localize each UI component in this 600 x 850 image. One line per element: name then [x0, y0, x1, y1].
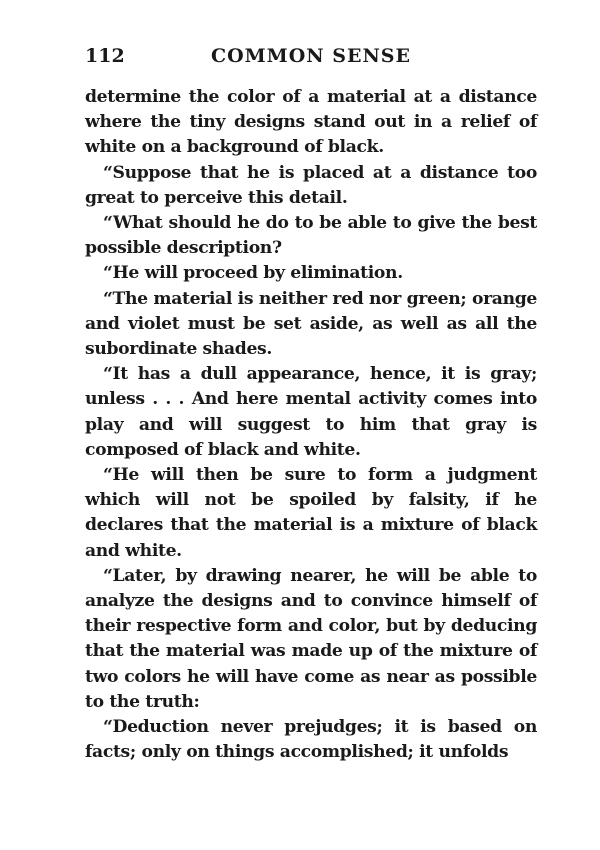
paragraph: “Suppose that he is placed at a distance too great to perceive this detail. [85, 162, 537, 208]
paragraph: “It has a dull appearance, hence, it is gray; unless . . . And here mental activity comes into play and will suggest to him that gray is composed of black and white. [85, 364, 537, 460]
running-title: COMMON SENSE [210, 45, 412, 67]
paragraph: “What should he do to be able to give the best possible description? [85, 213, 537, 259]
body-text [85, 85, 537, 765]
paragraph: “Deduction never prejudges; it is based on facts; only on things accomplished; it unfolds [85, 717, 537, 763]
paragraph: “He will proceed by elimination. [103, 263, 403, 284]
page-number: 112 [85, 45, 125, 67]
paragraph: “The material is neither red nor green; orange and violet must be set aside, as well as all the subordinate shades. [85, 288, 537, 360]
paragraph: “He will then be sure to form a judgment which will not be spoiled by falsity, if he declares that the material is a mixture of black and white. [85, 465, 537, 561]
running-head [85, 41, 537, 71]
paragraph-continuation: determine the color of a material at a distance where the tiny designs stand out in a relief of white on a background of black. [85, 87, 537, 158]
paragraph: “Later, by drawing nearer, he will be able to analyze the designs and to convince himself of their respective form and color, but by deducing that the material was made up of the mixture of two colors he will have come as near as possible to the truth: [85, 565, 537, 712]
